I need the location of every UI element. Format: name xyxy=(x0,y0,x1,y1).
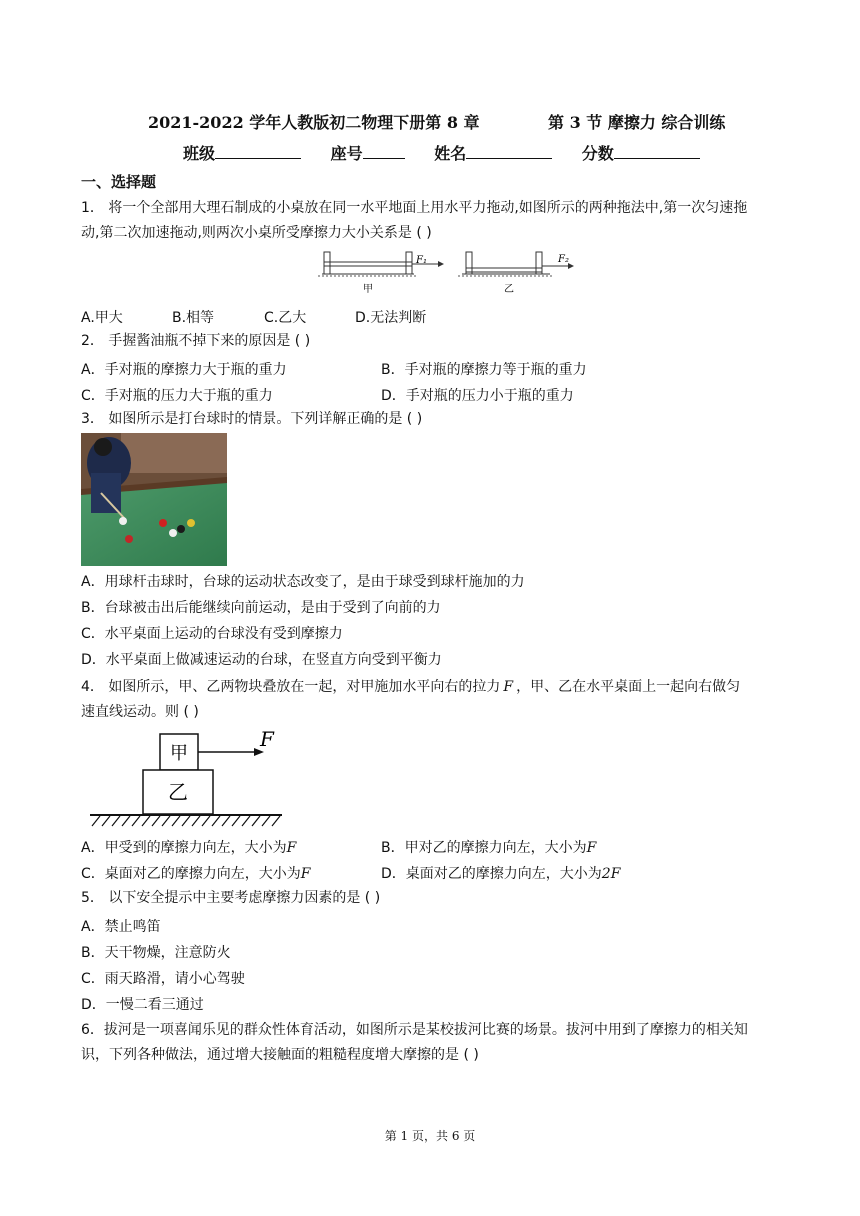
q3-stem: 3． 如图所示是打台球时的情景。下列详解正确的是 ( ) xyxy=(81,411,423,427)
q4-option-d-var: 2F xyxy=(601,866,621,882)
q1-option-a[interactable]: A.甲大 xyxy=(81,310,123,326)
q4-option-a[interactable] xyxy=(81,837,296,857)
q4-option-d-text: D．桌面对乙的摩擦力向左，大小为 xyxy=(381,866,602,882)
q3-option-a[interactable]: A．用球杆击球时，台球的运动状态改变了，是由于球受到球杆施加的力 xyxy=(81,574,525,590)
q4-option-c[interactable] xyxy=(81,863,311,883)
billiards-photo xyxy=(81,433,227,566)
q1-figure xyxy=(318,248,580,296)
q4-line1 xyxy=(81,675,740,700)
q5-option-a[interactable]: A．禁止鸣笛 xyxy=(81,919,161,935)
force-label-a: F₁ xyxy=(416,255,427,266)
q4-force-var: F xyxy=(503,679,514,695)
q4-option-a-text: A．甲受到的摩擦力向左，大小为 xyxy=(81,840,287,856)
q6-line2: 识，下列各种做法，通过增大接触面的粗糙程度增大摩擦的是 ( ) xyxy=(81,1047,479,1063)
q4-line1-a: 4． 如图所示，甲、乙两物块叠放在一起，对甲施加水平向右的拉力 xyxy=(81,679,501,695)
force-arrow-label: F xyxy=(260,727,274,751)
field-seat-blank[interactable] xyxy=(363,144,405,159)
q2-option-d[interactable]: D．手对瓶的压力小于瓶的重力 xyxy=(381,388,574,404)
field-class-label: 班级 xyxy=(183,144,216,163)
q2-option-c[interactable]: C．手对瓶的压力大于瓶的重力 xyxy=(81,388,273,404)
field-class-blank[interactable] xyxy=(215,144,301,159)
block-top-label: 甲 xyxy=(170,743,188,764)
q4-option-d[interactable] xyxy=(381,863,620,883)
q3-option-c[interactable]: C．水平桌面上运动的台球没有受到摩擦力 xyxy=(81,626,343,642)
q4-figure xyxy=(86,726,286,830)
fig-label-b: 乙 xyxy=(504,284,514,295)
q3-option-b[interactable]: B．台球被击出后能继续向前运动，是由于受到了向前的力 xyxy=(81,600,441,616)
q6-line1: 6．拔河是一项喜闻乐见的群众性体育活动，如图所示是某校拔河比赛的场景。拔河中用到了摩擦力的相关知 xyxy=(81,1022,748,1038)
section-title: 一、选择题 xyxy=(81,173,157,191)
block-bottom-label: 乙 xyxy=(168,780,188,804)
field-name-blank[interactable] xyxy=(466,144,552,159)
q4-option-a-var: F xyxy=(286,840,297,856)
q5-option-b[interactable]: B．天干物燥，注意防火 xyxy=(81,945,231,961)
q4-option-b-var: F xyxy=(586,840,597,856)
q1-option-d[interactable]: D.无法判断 xyxy=(355,310,427,326)
table-figure-b xyxy=(458,252,574,276)
q4-option-b-text: B．甲对乙的摩擦力向左，大小为 xyxy=(381,840,587,856)
q5-option-d[interactable]: D．一慢二看三通过 xyxy=(81,997,204,1013)
field-score-label: 分数 xyxy=(581,144,614,163)
q1-line2: 动,第二次加速拖动,则两次小桌所受摩擦力大小关系是 ( ) xyxy=(81,225,432,241)
q1-line1: 1． 将一个全部用大理石制成的小桌放在同一水平地面上用水平力拖动,如图所示的两种拖法中,第一次匀速拖 xyxy=(81,200,748,216)
q2-option-a[interactable]: A．手对瓶的摩擦力大于瓶的重力 xyxy=(81,362,287,378)
info-line xyxy=(183,141,700,164)
force-label-b: F₂ xyxy=(558,254,569,265)
q4-line1-b: ，甲、乙在水平桌面上一起向右做匀 xyxy=(516,679,741,695)
q4-option-c-var: F xyxy=(300,866,311,882)
q4-option-c-text: C．桌面对乙的摩擦力向左，大小为 xyxy=(81,866,301,882)
fig-label-a: 甲 xyxy=(363,284,373,295)
q4-line2: 速直线运动。则 ( ) xyxy=(81,704,199,720)
q5-option-c[interactable]: C．雨天路滑，请小心驾驶 xyxy=(81,971,245,987)
q1-option-c[interactable]: C.乙大 xyxy=(264,310,307,326)
title-right: 第 3 节 摩擦力 综合训练 xyxy=(548,113,726,132)
field-name-label: 姓名 xyxy=(434,144,467,163)
q5-stem: 5． 以下安全提示中主要考虑摩擦力因素的是 ( ) xyxy=(81,890,381,906)
ground-hatching xyxy=(92,816,280,826)
q3-option-d[interactable]: D．水平桌面上做减速运动的台球，在竖直方向受到平衡力 xyxy=(81,652,442,668)
field-seat-label: 座号 xyxy=(330,144,363,163)
q4-option-b[interactable] xyxy=(381,837,596,857)
page-footer: 第 1 页，共 6 页 xyxy=(384,1129,476,1143)
title-left: 2021-2022 学年人教版初二物理下册第 8 章 xyxy=(148,113,480,132)
q1-option-b[interactable]: B.相等 xyxy=(172,310,215,326)
q2-option-b[interactable]: B．手对瓶的摩擦力等于瓶的重力 xyxy=(381,362,587,378)
field-score-blank[interactable] xyxy=(614,144,700,159)
q2-stem: 2． 手握酱油瓶不掉下来的原因是 ( ) xyxy=(81,333,311,349)
